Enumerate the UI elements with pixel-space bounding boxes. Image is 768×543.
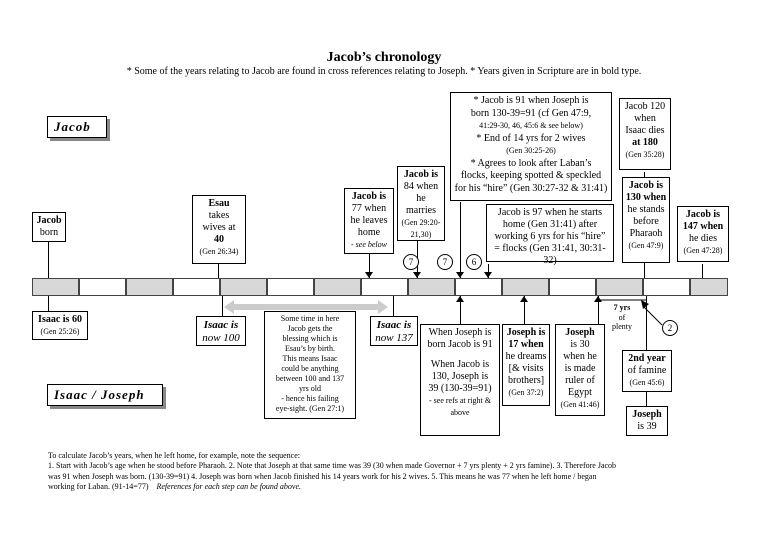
text-line: he dies xyxy=(688,233,718,244)
isaac-joseph-label: Isaac / Joseph xyxy=(47,384,163,406)
text-line: Egypt xyxy=(568,387,592,398)
blessing-box xyxy=(264,311,356,419)
arrow-down-icon xyxy=(484,272,492,278)
footer-line: To calculate Jacob’s years, when he left home, for example, note the sequence: xyxy=(48,451,301,460)
footer-notes xyxy=(48,451,728,493)
text-line: - hence his failing xyxy=(281,394,339,403)
arrow-up-icon xyxy=(456,296,464,302)
text-line: is made xyxy=(564,363,596,374)
text-line: he leaves xyxy=(350,215,388,226)
text-line: yrs old xyxy=(299,384,321,393)
arrow-up-icon xyxy=(594,296,602,302)
text-line: he dreams xyxy=(505,351,547,362)
text-line: Jacob 120 xyxy=(624,101,666,112)
text-line: when he xyxy=(563,351,597,362)
text-line: Joseph xyxy=(565,327,595,338)
arrow-up-icon xyxy=(520,296,528,302)
text-line: ruler of xyxy=(565,375,595,386)
reference: (Gen 35:28) xyxy=(625,150,665,159)
reference: (Gen 26:34) xyxy=(199,247,239,256)
reference: (Gen 41:46) xyxy=(560,400,600,409)
text-line: plenty xyxy=(612,322,632,332)
text-line: Isaac is xyxy=(203,319,239,331)
text-line: Isaac dies xyxy=(625,125,665,136)
text-line: eye-sight. (Gen 27:1) xyxy=(275,404,345,413)
footer-line xyxy=(48,482,728,492)
reference: (Gen 30:25-26) xyxy=(506,146,556,155)
joseph-39-box xyxy=(626,406,668,436)
reference: (Gen 37:2) xyxy=(508,388,544,397)
text-line: brothers] xyxy=(507,375,545,386)
reference: (Gen 47:28) xyxy=(683,246,723,255)
text-line: Joseph xyxy=(632,409,662,420)
joseph-born-info-box xyxy=(450,92,612,201)
text-line: 77 when xyxy=(351,203,387,214)
page-title: Jacob’s chronology xyxy=(326,50,442,65)
text-line: This means Isaac xyxy=(282,354,338,363)
reference: (Gen 47:9) xyxy=(628,241,664,250)
footer-text: References for each step can be found above. xyxy=(156,482,302,492)
text-line: 7 yrs xyxy=(613,303,631,312)
text-line: born xyxy=(39,227,59,238)
arrow-right-icon xyxy=(378,300,388,314)
text-line: When Jacob is xyxy=(430,359,490,370)
text-line: Some time in here xyxy=(280,314,340,323)
text-line: flocks, keeping spotted & speckled xyxy=(460,170,602,181)
text-line: wives at xyxy=(202,222,236,233)
text-line: marries xyxy=(406,205,436,216)
arrow-down-icon xyxy=(413,272,421,278)
isaac-60-box xyxy=(32,311,88,340)
reference: - see refs at right & xyxy=(429,396,491,405)
text-line: of famine xyxy=(627,365,667,376)
text-line: for his “hire” (Gen 30:27-32 & 31:41) xyxy=(454,182,608,194)
reference: above xyxy=(450,408,470,417)
text-line: 39 (130-39=91) xyxy=(428,383,492,394)
text-line: = flocks (Gen 31:41, 30:31-32) xyxy=(494,243,606,266)
pointer-line xyxy=(644,307,662,325)
footer-line: was 91 when Joseph was born. (130-39=91) 4. Joseph was born when Jacob finished his 14 years work for his 2 wives. 5. This means he was 77 when he left home / began xyxy=(48,471,597,481)
text-line: born 130-39=91 (cf Gen 47:9, xyxy=(470,107,592,119)
arrow-down-icon xyxy=(365,272,373,278)
text-line: Jacob is xyxy=(685,209,721,220)
text-line: Isaac is xyxy=(376,319,412,331)
isaac-100-box xyxy=(196,316,246,346)
text-line: Jacob is xyxy=(403,169,439,180)
text-line: 40 xyxy=(214,234,224,245)
text-line: Joseph is xyxy=(506,327,546,338)
years-marker-7: 7 xyxy=(403,254,419,270)
text-line: [& visits xyxy=(508,363,544,374)
text-line: 130 when xyxy=(625,192,667,203)
text-line: Pharaoh xyxy=(629,228,663,239)
years-marker-2: 2 xyxy=(662,320,678,336)
text-line: 130, Joseph is xyxy=(431,371,489,382)
isaac-dies-box xyxy=(619,98,671,170)
text-line: Jacob is 97 when he starts xyxy=(497,207,603,218)
text-line: * Agrees to look after Laban’s xyxy=(470,157,592,169)
years-marker-6: 6 xyxy=(466,254,482,270)
jacob-leaves-home-box xyxy=(344,188,394,254)
text-line: Isaac is 60 xyxy=(38,314,82,325)
jacob-born-box xyxy=(32,212,66,242)
text-line: he xyxy=(416,193,426,204)
joseph-born-box xyxy=(420,324,500,436)
text-line: is 30 xyxy=(570,339,590,350)
text-line: before xyxy=(633,216,659,227)
jacob-marries-box xyxy=(397,166,445,241)
text-line: takes xyxy=(208,210,230,221)
text-line: is 39 xyxy=(637,421,657,432)
text-line: born Jacob is 91 xyxy=(427,339,493,350)
esau-box xyxy=(192,195,246,264)
text-line: 84 when xyxy=(403,181,439,192)
text-line: 17 when xyxy=(508,339,544,350)
text-line: could be anything xyxy=(281,364,339,373)
arrow-down-icon xyxy=(456,272,464,278)
footer-line: 1. Start with Jacob’s age when he stood before Pharaoh. 2. Note that Joseph at that same time was 39 (30 when made Governor + 7 yrs plenty + 2 yrs famine). 3. Therefore Jacob xyxy=(48,461,617,471)
jacob-label: Jacob xyxy=(47,116,107,138)
reference: (Gen 29:20- xyxy=(401,218,441,227)
text-line: Esau xyxy=(208,198,230,209)
reference: 21,30) xyxy=(410,230,432,239)
reference: - see below xyxy=(351,240,387,249)
jacob-dies-box xyxy=(677,206,729,262)
joseph-17-box xyxy=(502,324,550,406)
text-line: When Joseph is xyxy=(428,327,492,338)
text-line: when xyxy=(634,113,656,124)
text-line: Jacob xyxy=(36,215,62,226)
reference: 41:29-30, 46, 45:6 & see below) xyxy=(479,121,583,130)
joseph-30-box xyxy=(555,324,605,416)
text-line: 2nd year xyxy=(628,353,666,364)
isaac-137-box xyxy=(370,316,418,346)
arrow-left-icon xyxy=(224,300,234,314)
text-line: * End of 14 yrs for 2 wives xyxy=(476,132,586,144)
text-line: at 180 xyxy=(632,137,658,148)
jacob-before-pharaoh-box xyxy=(622,177,670,263)
text-line: 147 when xyxy=(682,221,724,232)
page-subtitle: * Some of the years relating to Jacob are found in cross references relating to Joseph. * Years given in Scripture are in bold type. xyxy=(126,66,642,77)
footer-text: working for Laban. (91-14=77) xyxy=(48,482,149,492)
reference: (Gen 25:26) xyxy=(40,327,80,336)
text-line: Jacob is xyxy=(351,191,387,202)
text-line: of xyxy=(618,312,626,322)
second-year-famine-box xyxy=(622,350,672,392)
text-line: * Jacob is 91 when Joseph is xyxy=(473,95,589,106)
jacob-starts-home-box xyxy=(486,204,614,266)
text-line: between 100 and 137 xyxy=(275,374,345,383)
text-line: blessing which is xyxy=(282,334,338,343)
text-line: Jacob gets the xyxy=(287,324,333,333)
text-line: home xyxy=(357,227,381,238)
text-line: now 137 xyxy=(375,332,413,345)
text-line: Esau’s by birth. xyxy=(285,344,335,353)
text-line: home (Gen 31:41) after xyxy=(502,219,598,230)
text-line: now 100 xyxy=(202,332,240,345)
seven-years-plenty-label xyxy=(606,303,638,332)
text-line: working 6 yrs for his “hire” xyxy=(494,231,606,242)
text-line: he stands xyxy=(627,204,665,215)
reference: (Gen 45:6) xyxy=(629,378,665,387)
text-line: Jacob is xyxy=(628,180,664,191)
years-marker-7: 7 xyxy=(437,254,453,270)
